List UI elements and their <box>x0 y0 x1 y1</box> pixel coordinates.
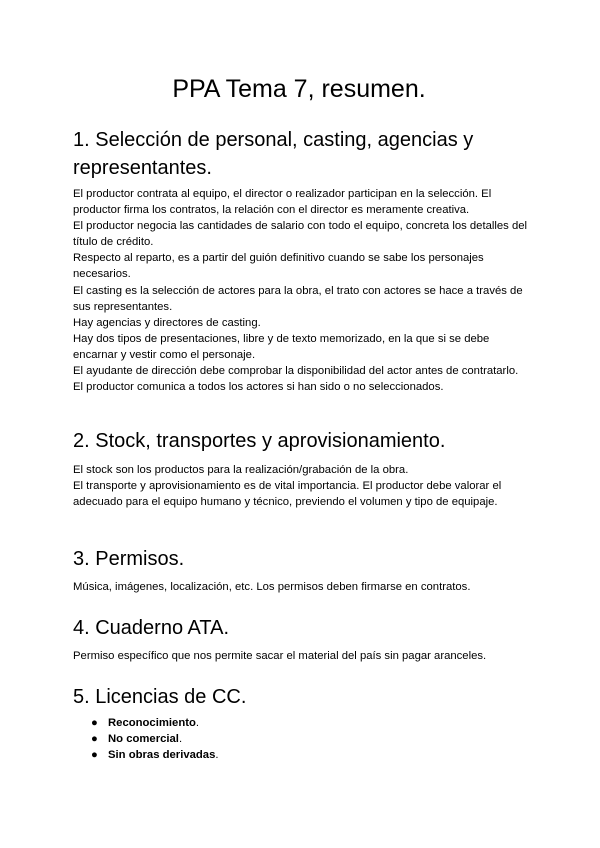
paragraph: Hay agencias y directores de casting. <box>73 316 261 329</box>
section-body-4 <box>73 648 528 664</box>
list-item-suffix: . <box>195 717 200 729</box>
licence-item-label: Reconocimiento <box>108 717 196 729</box>
paragraph: El ayudante de dirección debe comprobar la disponibilidad del actor antes de contratarlo. <box>73 365 519 378</box>
paragraph: Música, imágenes, localización, etc. Los permisos deben firmarse en contratos. <box>73 581 471 593</box>
section-heading-2: 2. Stock, transportes y aprovisionamiento. <box>73 430 446 452</box>
bullet-icon: ● <box>91 749 98 761</box>
bullet-icon: ● <box>91 733 98 745</box>
list-item <box>73 731 219 747</box>
paragraph: El stock son los productos para la realización/grabación de la obra. <box>73 464 409 476</box>
paragraph: El productor negocia las cantidades de salario con todo el equipo, concreta los detalles del título de crédito. <box>73 220 528 249</box>
paragraph: El productor comunica a todos los actores si han sido o no seleccionados. <box>73 381 444 394</box>
section-heading-3: 3. Permisos. <box>73 548 185 570</box>
section-body-3 <box>73 579 528 595</box>
paragraph: El productor contrata al equipo, el director o realizador participan en la selección. El productor firma los contratos, la relación con el director es meramente creativa. <box>73 188 492 217</box>
list-item <box>73 715 219 731</box>
section-heading-5: 5. Licencias de CC. <box>73 686 247 708</box>
section-body-2 <box>73 462 528 510</box>
bullet-icon: ● <box>91 717 98 729</box>
section-body-1 <box>73 186 528 395</box>
paragraph: Respecto al reparto, es a partir del guión definitivo cuando se sabe los personajes necesarios. <box>73 252 484 281</box>
document-title: PPA Tema 7, resumen. <box>172 75 426 103</box>
section-heading-4: 4. Cuaderno ATA. <box>73 617 230 639</box>
list-item-suffix: . <box>215 749 219 761</box>
paragraph: Permiso específico que nos permite sacar el material del país sin pagar aranceles. <box>73 650 487 662</box>
paragraph: El transporte y aprovisionamiento es de vital importancia. El productor debe valorar el adecuado para el equipo humano y técnico, previendo el volumen y tipo de equipaje. <box>73 480 502 509</box>
paragraph: Hay dos tipos de presentaciones, libre y de texto memorizado, en la que si se debe encarnar y vestir como el personaje. <box>73 332 490 361</box>
section-heading-1: 1. Selección de personal, casting, agencias y representantes. <box>73 129 474 179</box>
licence-item-label: Sin obras derivadas <box>108 749 216 761</box>
list-item <box>73 747 219 763</box>
list-item-suffix: . <box>178 733 183 745</box>
licence-list <box>73 715 219 763</box>
paragraph: El casting es la selección de actores para la obra, el trato con actores se hace a través de sus representantes. <box>73 284 523 313</box>
licence-item-label: No comercial <box>108 733 179 745</box>
